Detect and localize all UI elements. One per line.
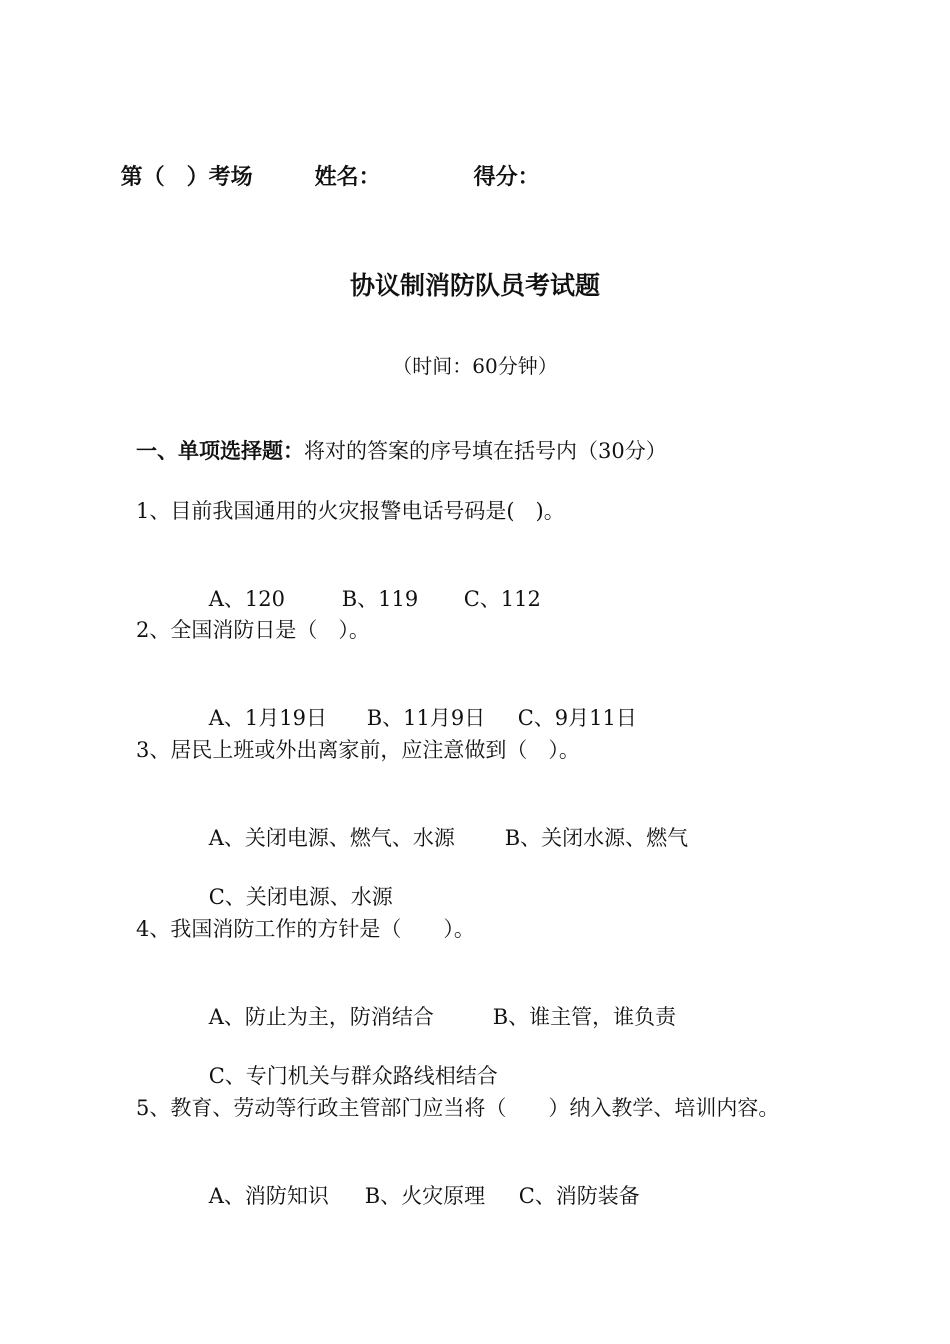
exam-title: 协议制消防队员考试题 xyxy=(349,271,600,300)
question-3: 3、居民上班或外出离家前，应注意做到（ ）。 xyxy=(136,738,580,762)
section-heading xyxy=(136,437,667,465)
question-5: 5、教育、劳动等行政主管部门应当将（ ）纳入教学、培训内容。 xyxy=(136,1096,780,1120)
section-title: 一、单项选择题： xyxy=(136,438,304,463)
option-a: A、关闭电源、燃气、水源 xyxy=(208,826,455,850)
option-b: B、119 xyxy=(341,587,419,611)
option-c: C、消防装备 xyxy=(518,1184,640,1208)
option-c: C、关闭电源、水源 xyxy=(208,885,393,909)
question-5-options xyxy=(182,1154,640,1238)
option-a: A、消防知识 xyxy=(208,1184,329,1208)
option-c: C、9月11日 xyxy=(517,706,637,730)
score-field: 得分： xyxy=(473,164,540,190)
question-2: 2、全国消防日是（ ）。 xyxy=(136,618,370,642)
option-a: A、1月19日 xyxy=(208,706,327,730)
option-b: B、谁主管，谁负责 xyxy=(492,1005,677,1029)
section-instruction: 将对的答案的序号填在括号内（30分） xyxy=(304,439,667,463)
question-4: 4、我国消防工作的方针是（ ）。 xyxy=(136,917,475,941)
exam-room-field: 第（ ）考场 xyxy=(120,164,253,190)
option-a: A、防止为主，防消结合 xyxy=(208,1005,434,1029)
exam-duration: （时间：60分钟） xyxy=(392,354,558,378)
option-b: B、火灾原理 xyxy=(364,1184,486,1208)
option-c: C、112 xyxy=(463,587,541,611)
question-1: 1、目前我国通用的火灾报警电话号码是( )。 xyxy=(136,499,565,523)
option-b: B、关闭水源、燃气 xyxy=(504,826,689,850)
option-b: B、11月9日 xyxy=(366,706,486,730)
option-c: C、专门机关与群众路线相结合 xyxy=(208,1064,498,1088)
candidate-name-field: 姓名： xyxy=(314,164,381,190)
option-a: A、120 xyxy=(208,587,285,611)
exam-header xyxy=(90,135,540,219)
